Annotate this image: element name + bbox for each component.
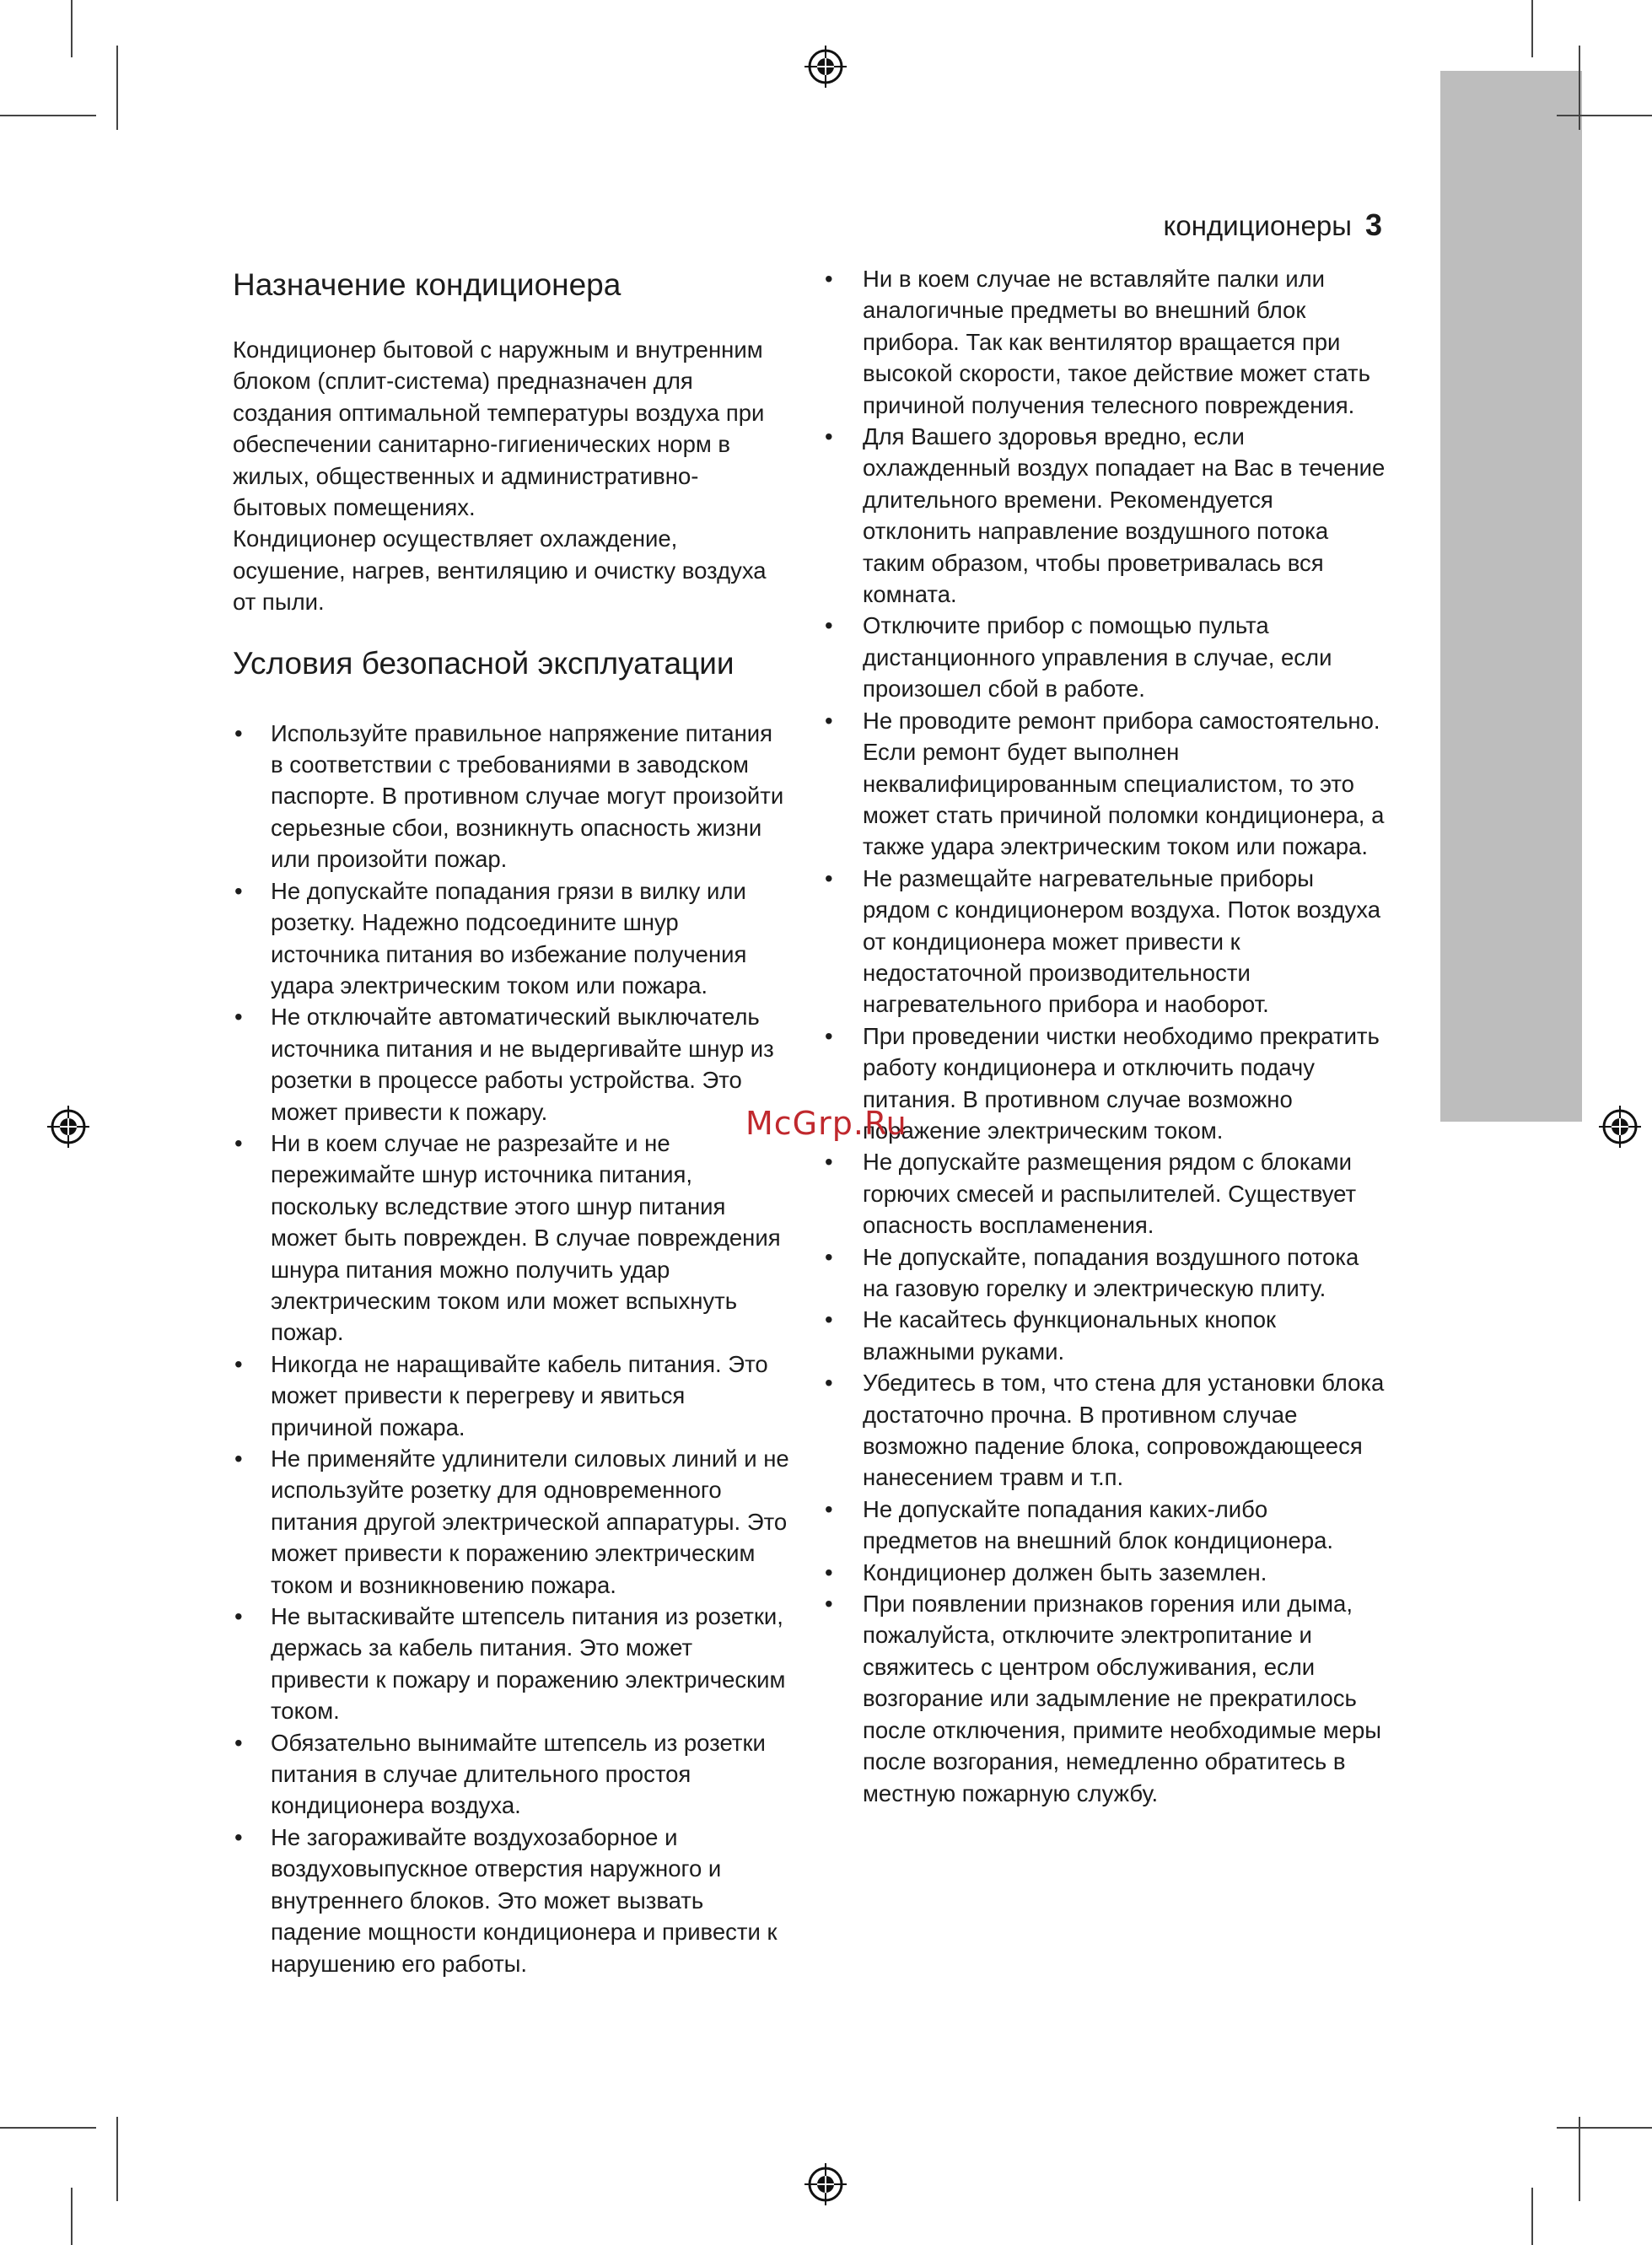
left-column <box>233 263 789 1979</box>
list-item: • При появлении признаков горения или дыма, пожалуйста, отключите электропитание и свяжитесь с центром обслуживания, если возгорание или задымление не прекратилось после отключения, примите необходимые меры после возгорания, немедленно обратитесь в местную пожарную службу. <box>823 1588 1386 1809</box>
page-number: 3 <box>1364 207 1382 242</box>
crop-mark <box>71 0 73 57</box>
crop-mark <box>1579 46 1580 130</box>
crop-mark <box>1531 0 1533 57</box>
registration-mark-icon <box>804 2163 847 2205</box>
section-name: кондиционеры <box>1163 210 1352 241</box>
list-item: • Не загораживайте воздухозаборное и воздуховыпускное отверстия наружного и внутреннего блоков. Это может вызвать падение мощности кондиционера и привести к нарушению его работы. <box>233 1822 789 1979</box>
list-item: • Не допускайте попадания каких-либо предметов на внешний блок кондиционера. <box>823 1494 1386 1557</box>
crop-mark <box>1557 115 1652 116</box>
side-tab <box>1440 71 1582 1122</box>
crop-mark <box>1531 2188 1533 2245</box>
crop-mark <box>1579 2117 1580 2201</box>
safety-list-continued <box>823 263 1386 1809</box>
registration-mark-icon <box>47 1106 89 1148</box>
list-item: • Обязательно вынимайте штепсель из розетки питания в случае длительного простоя кондиционера воздуха. <box>233 1727 789 1822</box>
list-item: • Не проводите ремонт прибора самостоятельно. Если ремонт будет выполнен неквалифицированным специалистом, то это может стать причиной поломки кондиционера, а также удара электрическим током или пожара. <box>823 705 1386 863</box>
safety-heading: Условия безопасной эксплуатации <box>233 645 735 681</box>
list-item: • Убедитесь в том, что стена для установки блока достаточно прочна. В противном случае возможно падение блока, сопровождающееся нанесением травм и т.п. <box>823 1367 1386 1494</box>
purpose-heading: Назначение кондиционера <box>233 267 622 302</box>
registration-mark-icon <box>804 46 847 88</box>
running-header <box>1164 207 1382 243</box>
list-item: • Не вытаскивайте штепсель питания из розетки, держась за кабель питания. Это может привести к пожару и поражению электрическим током. <box>233 1601 789 1727</box>
list-item: • Ни в коем случае не вставляйте палки или аналогичные предметы во внешний блок прибора. Так как вентилятор вращается при высокой скорости, такое действие может стать причиной получения телесного повреждения. <box>823 263 1386 421</box>
watermark: McGrp.Ru <box>745 1105 907 1142</box>
list-item: • Не допускайте попадания грязи в вилку или розетку. Надежно подсоедините шнур источника питания во избежание получения удара электрическим током или пожара. <box>233 875 789 1002</box>
purpose-paragraph: Кондиционер бытовой с наружным и внутренним блоком (сплит-система) предназначен для создания оптимальной температуры воздуха при обеспечении санитарно-гигиенических норм в жилых, общественных и административно-бытовых помещениях. <box>233 336 765 521</box>
list-item: • Кондиционер должен быть заземлен. <box>823 1557 1386 1588</box>
crop-mark <box>1557 2127 1652 2129</box>
list-item: • Ни в коем случае не разрезайте и не пережимайте шнур источника питания, поскольку вследствие этого шнур питания может быть поврежден. В случае повреждения шнура питания можно получить удар электрическим током или может вспыхнуть пожар. <box>233 1128 789 1349</box>
purpose-paragraph: Кондиционер осуществляет охлаждение, осушение, нагрев, вентиляцию и очистку воздуха от пыли. <box>233 525 767 616</box>
list-item: • Не допускайте, попадания воздушного потока на газовую горелку и электрическую плиту. <box>823 1241 1386 1305</box>
list-item: • Не отключайте автоматический выключатель источника питания и не выдергивайте шнур из розетки в процессе работы устройства. Это может привести к пожару. <box>233 1001 789 1128</box>
registration-mark-icon <box>1599 1106 1641 1148</box>
list-item: • Используйте правильное напряжение питания в соответствии с требованиями в заводском паспорте. В противном случае могут произойти серьезные сбои, возникнуть опасность жизни или произойти пожар. <box>233 718 789 875</box>
list-item: • Не применяйте удлинители силовых линий и не используйте розетку для одновременного питания другой электрической аппаратуры. Это может привести к поражению электрическим током и возникновению пожара. <box>233 1443 789 1601</box>
crop-mark <box>71 2188 73 2245</box>
list-item: • Не размещайте нагревательные приборы рядом с кондиционером воздуха. Поток воздуха от кондиционера может привести к недостаточной производительности нагревательного прибора и наоборот. <box>823 863 1386 1020</box>
crop-mark <box>116 46 118 130</box>
list-item: • Отключите прибор с помощью пульта дистанционного управления в случае, если произошел сбой в работе. <box>823 610 1386 704</box>
safety-list <box>233 718 789 1979</box>
list-item: • Не касайтесь функциональных кнопок влажными руками. <box>823 1304 1386 1367</box>
list-item: • Для Вашего здоровья вредно, если охлажденный воздух попадает на Вас в течение длительного времени. Рекомендуется отклонить направление воздушного потока таким образом, чтобы проветривалась вся комната. <box>823 421 1386 610</box>
list-item: • Никогда не наращивайте кабель питания. Это может привести к перегреву и явиться причиной пожара. <box>233 1349 789 1443</box>
crop-mark <box>116 2117 118 2201</box>
list-item: • Не допускайте размещения рядом с блоками горючих смесей и распылителей. Существует опасность воспламенения. <box>823 1146 1386 1241</box>
right-column <box>823 263 1386 1809</box>
crop-mark <box>0 115 96 116</box>
list-item: • При проведении чистки необходимо прекратить работу кондиционера и отключить подачу питания. В противном случае возможно поражение электрическим током. <box>823 1020 1386 1147</box>
crop-mark <box>0 2127 96 2129</box>
